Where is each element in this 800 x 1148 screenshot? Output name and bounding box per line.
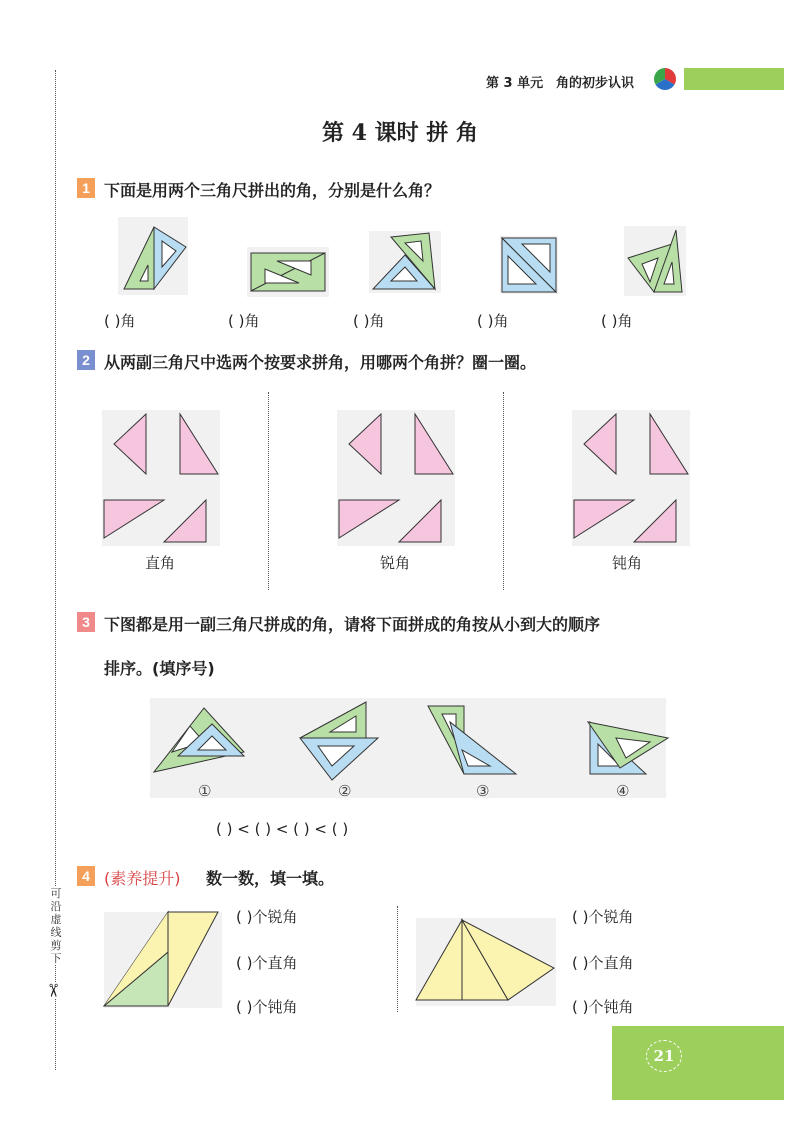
q2-divider-1 [268, 392, 269, 590]
q2-panel-3-label: 钝角 [612, 554, 643, 572]
question-3-text-line2: 排序。(填序号) [104, 659, 215, 678]
q1-figure-1 [118, 217, 188, 295]
question-4-text: 数一数，填一填。 [206, 869, 335, 888]
q1-figure-4 [500, 236, 558, 294]
scissors-icon: ✂ [42, 982, 64, 999]
q4-left-answer-2[interactable]: ( )个直角 [236, 954, 298, 972]
q4-left-answer-3[interactable]: ( )个钝角 [236, 998, 298, 1016]
page-number-box [612, 1026, 784, 1100]
q2-panel-2-triangles [337, 410, 455, 546]
q2-panel-1-triangles [102, 410, 220, 546]
question-4-number: 4 [77, 866, 95, 886]
lesson-title: 第 4 课时 拼 角 [322, 120, 478, 146]
question-2-number: 2 [77, 350, 95, 370]
q3-order-answer[interactable]: ( ) < ( ) < ( ) < ( ) [216, 820, 349, 838]
q3-label-3: ③ [476, 782, 490, 800]
page-number: 21 [646, 1040, 682, 1072]
q3-label-4: ④ [616, 782, 630, 800]
question-4-tag: (素养提升) [104, 869, 181, 888]
q3-label-2: ② [338, 782, 352, 800]
q4-right-answer-3[interactable]: ( )个钝角 [572, 998, 634, 1016]
q2-panel-1-label: 直角 [145, 554, 176, 572]
q2-panel-2-label: 锐角 [380, 554, 411, 572]
question-2-text: 从两副三角尺中选两个按要求拼角，用哪两个角拼？圈一圈。 [104, 353, 537, 372]
q2-divider-2 [503, 392, 504, 590]
q3-figures [150, 698, 666, 798]
q4-divider [397, 906, 398, 1012]
topic-label: 角的初步认识 [556, 76, 635, 91]
header-accent-bar [684, 68, 784, 90]
q1-figure-3 [369, 231, 441, 293]
q2-panel-3-triangles [572, 410, 690, 546]
q4-right-answer-2[interactable]: ( )个直角 [572, 954, 634, 972]
q1-answer-4[interactable]: ( )角 [477, 312, 509, 330]
q1-answer-2[interactable]: ( )角 [228, 312, 260, 330]
question-1-number: 1 [77, 178, 95, 198]
question-3-text-line1: 下图都是用一副三角尺拼成的角，请将下面拼成的角按从小到大的顺序 [104, 615, 601, 634]
unit-label: 第 3 单元 [486, 76, 544, 91]
q4-figure-left [104, 912, 222, 1008]
q4-figure-right [416, 918, 556, 1006]
question-3-number: 3 [77, 612, 95, 632]
cut-hint: 可沿虚线剪下 [50, 887, 62, 965]
question-1-text: 下面是用两个三角尺拼出的角，分别是什么角？ [104, 181, 441, 200]
q1-figure-5 [624, 226, 686, 296]
chapter-ball-icon [654, 68, 676, 90]
q4-right-answer-1[interactable]: ( )个锐角 [572, 908, 634, 926]
q4-left-answer-1[interactable]: ( )个锐角 [236, 908, 298, 926]
q1-answer-1[interactable]: ( )角 [104, 312, 136, 330]
q1-answer-5[interactable]: ( )角 [601, 312, 633, 330]
q1-answer-3[interactable]: ( )角 [353, 312, 385, 330]
q3-label-1: ① [198, 782, 212, 800]
q1-figure-2 [247, 247, 329, 297]
